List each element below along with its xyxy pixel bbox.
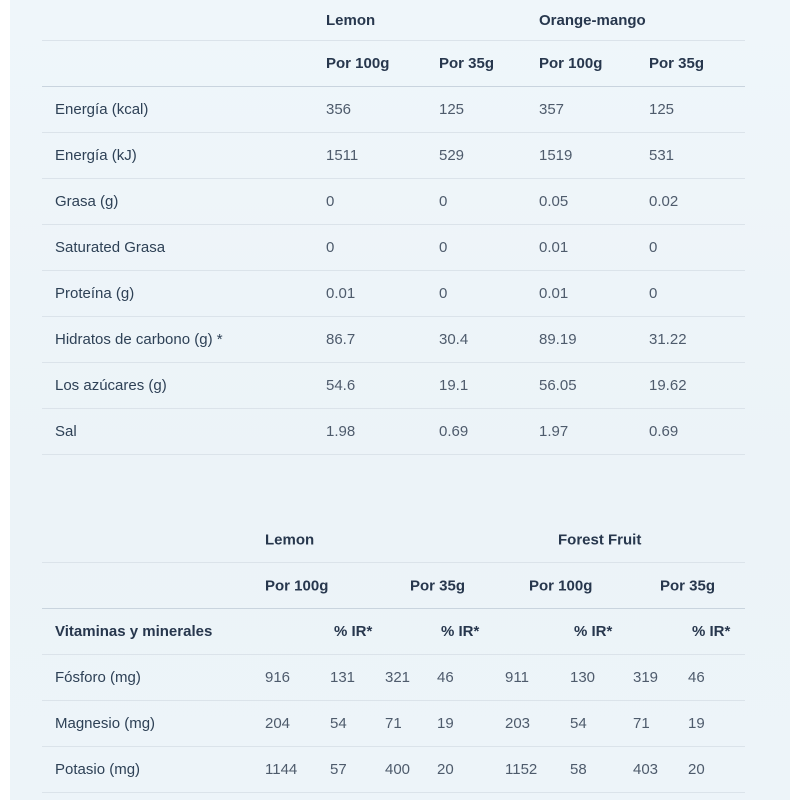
cell-value: 1519 bbox=[539, 147, 573, 164]
cell-value: 531 bbox=[649, 147, 675, 164]
cell-value: 1152 bbox=[505, 761, 538, 778]
table-row bbox=[42, 655, 745, 701]
cell-value: 1.98 bbox=[326, 423, 356, 440]
table-row bbox=[42, 179, 745, 225]
cell-value: 0.02 bbox=[649, 193, 679, 210]
cell-value: 0 bbox=[649, 239, 658, 256]
cell-value: 71 bbox=[385, 715, 402, 732]
cell-value: 0 bbox=[439, 239, 448, 256]
group-header-forest-fruit: Forest Fruit bbox=[558, 531, 642, 549]
cell-value: 916 bbox=[265, 669, 291, 686]
cell-value: 54 bbox=[570, 715, 587, 732]
cell-value: 0.01 bbox=[539, 239, 569, 256]
cell-value: 0 bbox=[326, 239, 335, 256]
cell-value: 0 bbox=[439, 193, 448, 210]
nutrition-panel bbox=[10, 0, 790, 800]
cell-value: 56.05 bbox=[539, 377, 577, 394]
col-header-por35g-lemon: Por 35g bbox=[410, 577, 466, 594]
row-label: Energía (kcal) bbox=[55, 101, 149, 118]
cell-value: 0.01 bbox=[539, 285, 569, 302]
cell-value: 130 bbox=[570, 669, 596, 686]
cell-value: 125 bbox=[439, 101, 465, 118]
cell-value: 0.69 bbox=[439, 423, 469, 440]
cell-value: 19.1 bbox=[439, 377, 469, 394]
cell-value: 529 bbox=[439, 147, 465, 164]
col-header-por35g-forest: Por 35g bbox=[660, 577, 716, 594]
table-row bbox=[42, 317, 745, 363]
table-row bbox=[42, 409, 745, 455]
vitamins-minerals-table bbox=[42, 518, 745, 793]
cell-value: 1144 bbox=[265, 761, 298, 778]
row-label: Grasa (g) bbox=[55, 193, 119, 210]
cell-value: 319 bbox=[633, 669, 659, 686]
group-header-lemon: Lemon bbox=[265, 531, 315, 549]
cell-value: 46 bbox=[437, 669, 454, 686]
cell-value: 0 bbox=[649, 285, 658, 302]
table-row bbox=[42, 271, 745, 317]
ir-header: % IR* bbox=[692, 623, 731, 640]
col-header-por100g-orange: Por 100g bbox=[539, 55, 603, 72]
col-header-por35g-lemon: Por 35g bbox=[439, 55, 495, 72]
cell-value: 125 bbox=[649, 101, 675, 118]
cell-value: 400 bbox=[385, 761, 411, 778]
cell-value: 86.7 bbox=[326, 331, 356, 348]
cell-value: 1.97 bbox=[539, 423, 569, 440]
table-row bbox=[42, 747, 745, 793]
col-header-por100g-lemon: Por 100g bbox=[326, 55, 390, 72]
table-row bbox=[42, 701, 745, 747]
cell-value: 54.6 bbox=[326, 377, 356, 394]
cell-value: 20 bbox=[437, 761, 454, 778]
cell-value: 321 bbox=[385, 669, 411, 686]
cell-value: 31.22 bbox=[649, 331, 687, 348]
table-body bbox=[42, 655, 745, 793]
cell-value: 403 bbox=[633, 761, 659, 778]
cell-value: 911 bbox=[505, 669, 529, 686]
cell-value: 0 bbox=[439, 285, 448, 302]
row-label: Fósforo (mg) bbox=[55, 669, 141, 686]
cell-value: 71 bbox=[633, 715, 650, 732]
cell-value: 30.4 bbox=[439, 331, 469, 348]
col-header-por100g-forest: Por 100g bbox=[529, 577, 593, 594]
cell-value: 357 bbox=[539, 101, 565, 118]
row-label: Energía (kJ) bbox=[55, 147, 137, 164]
cell-value: 20 bbox=[688, 761, 705, 778]
cell-value: 204 bbox=[265, 715, 291, 732]
cell-value: 58 bbox=[570, 761, 587, 778]
ir-header: % IR* bbox=[574, 623, 613, 640]
row-label: Hidratos de carbono (g) * bbox=[55, 331, 223, 348]
table-row bbox=[42, 225, 745, 271]
cell-value: 131 bbox=[330, 669, 356, 686]
table-body bbox=[42, 87, 745, 455]
cell-value: 203 bbox=[505, 715, 531, 732]
table-column-header-row bbox=[42, 41, 745, 87]
cell-value: 1511 bbox=[326, 147, 359, 164]
nutrition-table-main bbox=[42, 0, 745, 455]
cell-value: 0.69 bbox=[649, 423, 679, 440]
col-header-por100g-lemon: Por 100g bbox=[265, 577, 329, 594]
section-header-row bbox=[42, 609, 745, 655]
row-label: Magnesio (mg) bbox=[55, 715, 156, 732]
cell-value: 54 bbox=[330, 715, 347, 732]
ir-header: % IR* bbox=[334, 623, 373, 640]
table-row bbox=[42, 87, 745, 133]
ir-header: % IR* bbox=[441, 623, 480, 640]
cell-value: 0.05 bbox=[539, 193, 569, 210]
group-header-orange-mango: Orange-mango bbox=[539, 11, 646, 29]
col-header-por35g-orange: Por 35g bbox=[649, 55, 705, 72]
table-group-header-row bbox=[42, 518, 745, 563]
cell-value: 0 bbox=[326, 193, 335, 210]
row-label: Los azúcares (g) bbox=[55, 377, 167, 394]
table-column-header-row bbox=[42, 563, 745, 609]
row-label: Sal bbox=[55, 423, 77, 440]
cell-value: 19 bbox=[437, 715, 454, 732]
row-label: Proteína (g) bbox=[55, 285, 135, 302]
table-row bbox=[42, 363, 745, 409]
cell-value: 89.19 bbox=[539, 331, 577, 348]
row-label: Potasio (mg) bbox=[55, 761, 141, 778]
cell-value: 57 bbox=[330, 761, 347, 778]
table-group-header-row bbox=[42, 0, 745, 41]
cell-value: 0.01 bbox=[326, 285, 356, 302]
cell-value: 46 bbox=[688, 669, 705, 686]
cell-value: 19 bbox=[688, 715, 705, 732]
cell-value: 356 bbox=[326, 101, 352, 118]
cell-value: 19.62 bbox=[649, 377, 687, 394]
group-header-lemon: Lemon bbox=[326, 11, 376, 29]
section-label: Vitaminas y minerales bbox=[55, 623, 213, 640]
table-row bbox=[42, 133, 745, 179]
row-label: Saturated Grasa bbox=[55, 239, 166, 256]
